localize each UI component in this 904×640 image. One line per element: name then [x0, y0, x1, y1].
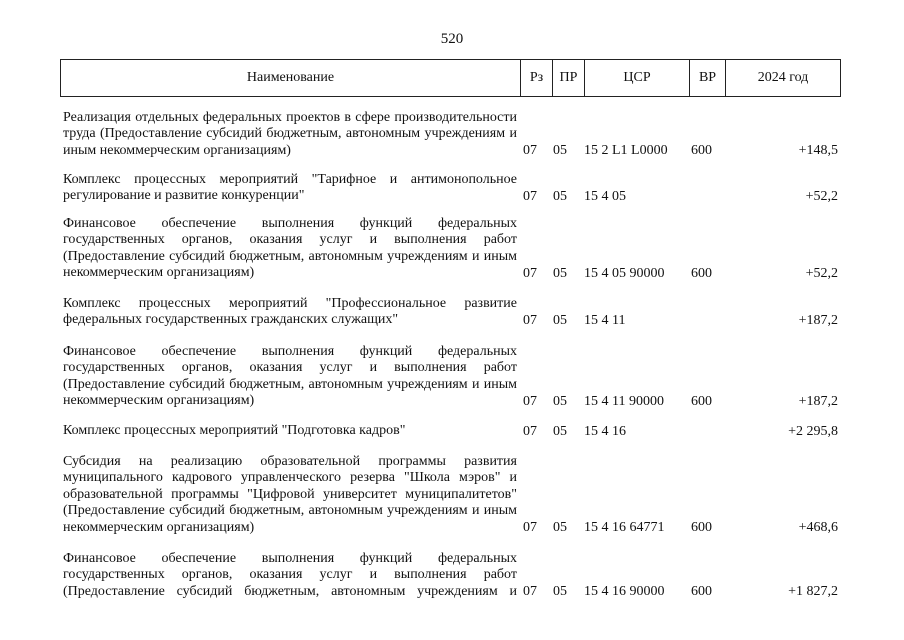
- table-row: [63, 344, 838, 410]
- row-sum: +187,2: [798, 312, 838, 328]
- row-pr: 05: [553, 393, 567, 409]
- row-rz: 07: [523, 423, 537, 439]
- header-year: 2024 год: [726, 60, 841, 97]
- row-sum: +187,2: [798, 393, 838, 409]
- row-vr: 600: [691, 519, 712, 535]
- row-csr: 15 4 11: [584, 312, 626, 328]
- header-vr: ВР: [690, 60, 726, 97]
- header-name: Наименование: [61, 60, 521, 97]
- page-number: 520: [440, 31, 464, 47]
- row-csr: 15 4 16 64771: [584, 519, 665, 535]
- row-name: Финансовое обеспечение выполнения функций федеральных государственных органов, оказания услуг и выполнения работ (Предоставление субсидий бюджетным, автономным учреждениям и иным некоммерческим организациям): [63, 216, 517, 281]
- row-name: Комплекс процессных мероприятий "Подготовка кадров": [63, 423, 406, 438]
- row-pr: 05: [553, 423, 567, 439]
- table-header: [60, 59, 841, 97]
- header-pr: ПР: [553, 60, 585, 97]
- row-rz: 07: [523, 393, 537, 409]
- table-row: [63, 551, 838, 600]
- row-pr: 05: [553, 312, 567, 328]
- row-pr: 05: [553, 142, 567, 158]
- row-pr: 05: [553, 188, 567, 204]
- table-row: [63, 172, 838, 205]
- row-csr: 15 4 05: [584, 188, 626, 204]
- row-sum: +2 295,8: [788, 423, 838, 439]
- row-csr: 15 4 05 90000: [584, 265, 665, 281]
- row-vr: 600: [691, 583, 712, 599]
- row-sum: +468,6: [798, 519, 838, 535]
- row-csr: 15 4 16: [584, 423, 626, 439]
- row-pr: 05: [553, 519, 567, 535]
- row-sum: +52,2: [805, 265, 838, 281]
- row-rz: 07: [523, 188, 537, 204]
- row-rz: 07: [523, 142, 537, 158]
- row-rz: 07: [523, 265, 537, 281]
- row-rz: 07: [523, 583, 537, 599]
- row-rz: 07: [523, 519, 537, 535]
- header-csr: ЦСР: [585, 60, 690, 97]
- row-name: Финансовое обеспечение выполнения функций федеральных государственных органов, оказания услуг и выполнения работ (Предоставление субсидий бюджетным, автономным учреждениям и: [63, 551, 517, 599]
- header-rz: Рз: [521, 60, 553, 97]
- row-name: Реализация отдельных федеральных проектов в сфере производительности труда (Предоставление субсидий бюджетным, автономным учреждениям и иным некоммерческим организациям): [63, 110, 517, 158]
- row-pr: 05: [553, 583, 567, 599]
- row-name: Субсидия на реализацию образовательной программы развития муниципального кадрового управленческого резерва "Школа мэров" и образовательной программы "Цифровой университет муниципалитетов" (Предоставление субсидий бюджетным, автономным учреждениям и иным некоммерческим организациям): [63, 454, 517, 535]
- row-vr: 600: [691, 265, 712, 281]
- row-rz: 07: [523, 312, 537, 328]
- table-row: [63, 216, 838, 282]
- row-csr: 15 4 16 90000: [584, 583, 665, 599]
- row-csr: 15 2 L1 L0000: [584, 142, 668, 158]
- row-sum: +148,5: [798, 142, 838, 158]
- row-name: Комплекс процессных мероприятий "Профессиональное развитие федеральных государственных гражданских служащих": [63, 296, 517, 328]
- row-vr: 600: [691, 393, 712, 409]
- table-row: [63, 296, 838, 329]
- row-sum: +52,2: [805, 188, 838, 204]
- table-row: [63, 454, 838, 536]
- row-name: Финансовое обеспечение выполнения функций федеральных государственных органов, оказания услуг и выполнения работ (Предоставление субсидий бюджетным, автономным учреждениям и иным некоммерческим организациям): [63, 344, 517, 409]
- row-pr: 05: [553, 265, 567, 281]
- table-row: [63, 423, 838, 440]
- row-name: Комплекс процессных мероприятий "Тарифное и антимонопольное регулирование и развитие конкуренции": [63, 172, 517, 204]
- table-row: [63, 110, 838, 159]
- row-sum: +1 827,2: [788, 583, 838, 599]
- row-csr: 15 4 11 90000: [584, 393, 664, 409]
- row-vr: 600: [691, 142, 712, 158]
